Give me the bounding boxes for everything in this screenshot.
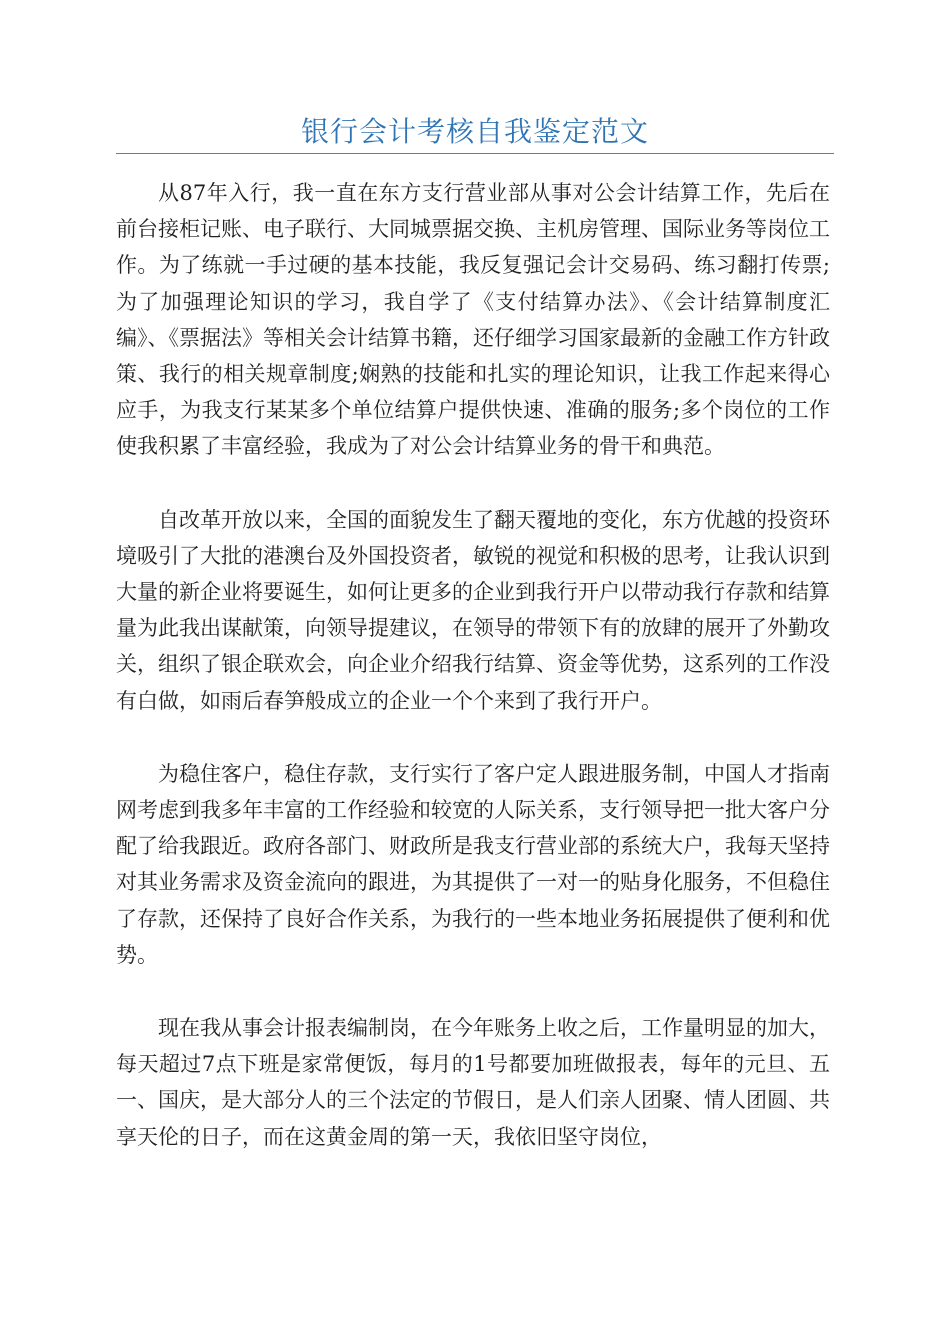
- paragraph-1: 从87年入行，我一直在东方支行营业部从事对公会计结算工作，先后在前台接柜记账、电子联行、大同城票据交换、主机房管理、国际业务等岗位工作。为了练就一手过硬的基本技能，我反复强记会计交易码、练习翻打传票;为了加强理论知识的学习，我自学了《支付结算办法》、《会计结算制度汇编》、《票据法》等相关会计结算书籍，还仔细学习国家最新的金融工作方针政策、我行的相关规章制度;娴熟的技能和扎实的理论知识，让我工作起来得心应手，为我支行某某多个单位结算户提供快速、准确的服务;多个岗位的工作使我积累了丰富经验，我成为了对公会计结算业务的骨干和典范。: [116, 181, 830, 459]
- paragraph-4: 现在我从事会计报表编制岗，在今年账务上收之后，工作量明显的加大，每天超过7点下班是家常便饭，每月的1号都要加班做报表，每年的元旦、五一、国庆，是大部分人的三个法定的节假日，是人们亲人团聚、情人团圆、共享天伦的日子，而在这黄金周的第一天，我依旧坚守岗位，: [116, 1016, 830, 1149]
- document-body: [116, 175, 830, 1192]
- paragraph-3: 为稳住客户，稳住存款，支行实行了客户定人跟进服务制，中国人才指南网考虑到我多年丰富的工作经验和较宽的人际关系，支行领导把一批大客户分配了给我跟近。政府各部门、财政所是我支行营业部的系统大户，我每天坚持对其业务需求及资金流向的跟进，为其提供了一对一的贴身化服务，不但稳住了存款，还保持了良好合作关系，为我行的一些本地业务拓展提供了便利和优势。: [116, 761, 830, 967]
- title-underline: [116, 153, 834, 154]
- document-title: 银行会计考核自我鉴定范文: [300, 115, 649, 148]
- paragraph-2: 自改革开放以来，全国的面貌发生了翻天覆地的变化，东方优越的投资环境吸引了大批的港澳台及外国投资者，敏锐的视觉和积极的思考，让我认识到大量的新企业将要诞生，如何让更多的企业到我行开户以带动我行存款和结算量为此我出谋献策，向领导提建议，在领导的带领下有的放肆的展开了外勤攻关，组织了银企联欢会，向企业介绍我行结算、资金等优势，这系列的工作没有白做，如雨后春笋般成立的企业一个个来到了我行开户。: [116, 507, 830, 713]
